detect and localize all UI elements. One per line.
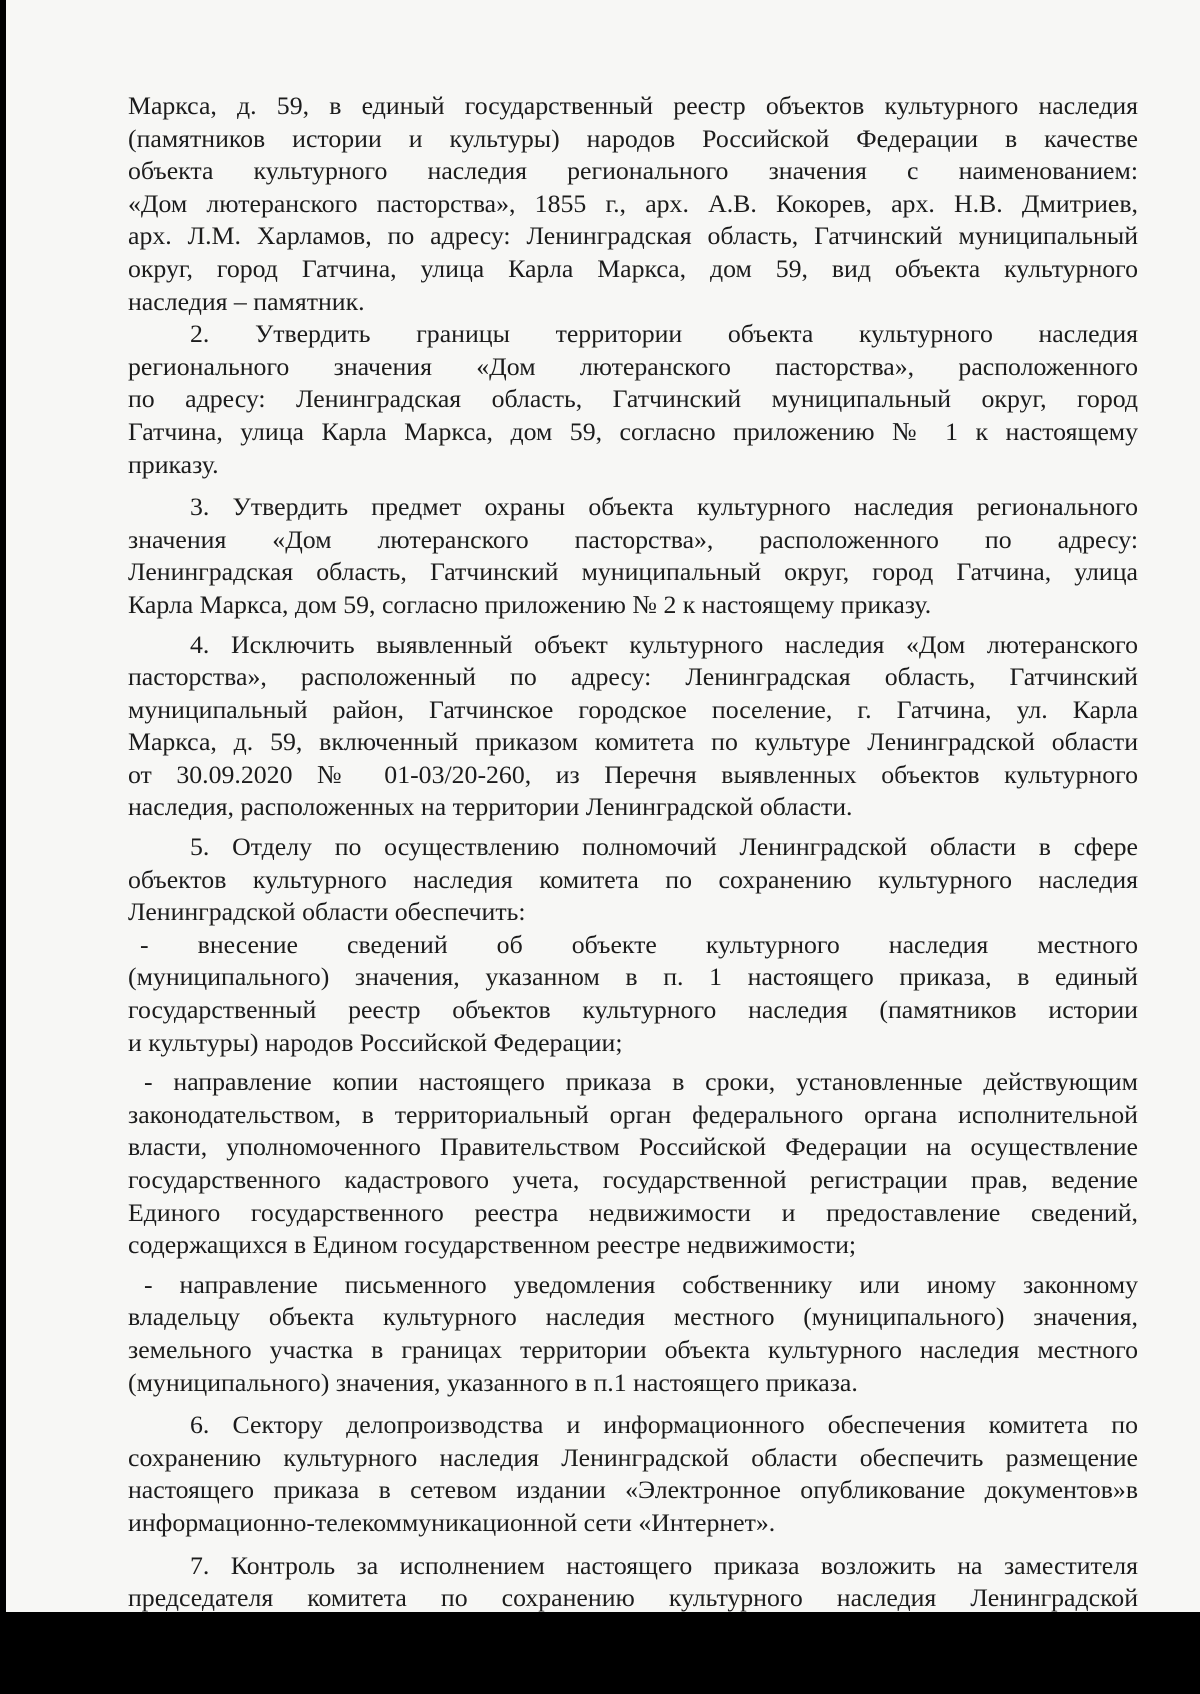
text-line: объектов культурного наследия комитета по сохранению культурного наследия [128,864,1138,894]
text-line: владельцу объекта культурного наследия местного (муниципального) значения, [128,1302,1138,1332]
bullet-3 [128,1269,1138,1399]
text-line: законодательством, в территориальный орган федерального органа исполнительной [128,1099,1138,1129]
text-line: Ленинградской области обеспечить: [128,897,526,927]
text-line: пасторства», расположенный по адресу: Ленинградская область, Гатчинский [128,662,1138,692]
text-line: (памятников истории и культуры) народов Российской Федерации в качестве [128,123,1138,153]
paragraph-7 [128,1550,1138,1612]
text-line: земельного участка в границах территории объекта культурного наследия местного [128,1334,1138,1364]
text-line: - внесение сведений об объекте культурного наследия местного [140,929,1138,959]
text-line: (муниципального) значения, указанного в п.1 настоящего приказа. [128,1367,858,1397]
text-line: - направление письменного уведомления собственнику или иному законному [144,1269,1138,1299]
text-line: 7. Контроль за исполнением настоящего приказа возложить на заместителя [190,1550,1138,1580]
text-line: от 30.09.2020 № 01-03/20-260, из Перечня выявленных объектов культурного [128,759,1138,789]
text-line: 5. Отделу по осуществлению полномочий Ленинградской области в сфере [190,832,1138,862]
text-line: председателя комитета по сохранению культурного наследия Ленинградской [128,1583,1138,1612]
text-line: государственного кадастрового учета, государственной регистрации прав, ведение [128,1165,1138,1194]
text-line: содержащихся в Едином государственном реестре недвижимости; [128,1230,857,1260]
text-line: наследия – памятник. [128,286,365,316]
document-body [128,90,1138,1612]
text-line: - направление копии настоящего приказа в сроки, установленные действующим [144,1067,1138,1097]
text-line: государственный реестр объектов культурного наследия (памятников истории [128,995,1138,1025]
text-line: 4. Исключить выявленный объект культурного наследия «Дом лютеранского [190,629,1138,659]
text-line: Ленинградская область, Гатчинский муниципальный округ, город Гатчина, улица [128,557,1138,587]
text-line: регионального значения «Дом лютеранского пасторства», расположенного [128,351,1138,381]
text-line: арх. Л.М. Харламов, по адресу: Ленинградская область, Гатчинский муниципальный [128,221,1138,251]
text-line: по адресу: Ленинградская область, Гатчинский муниципальный округ, город [128,384,1138,414]
document-page [6,0,1200,1612]
text-line: 2. Утвердить границы территории объекта культурного наследия [190,319,1138,349]
text-line: Единого государственного реестра недвижимости и предоставление сведений, [128,1197,1138,1227]
text-line: «Дом лютеранского пасторства», 1855 г., арх. А.В. Кокорев, арх. Н.В. Дмитриев, [128,188,1138,218]
text-line: настоящего приказа в сетевом издании «Электронное опубликование документов»в [128,1475,1138,1505]
text-line: Карла Маркса, дом 59, согласно приложению № 2 к настоящему приказу. [128,589,932,619]
paragraph-1-continuation [128,90,1138,318]
text-line: Маркса, д. 59, в единый государственный реестр объектов культурного наследия [128,91,1138,120]
text-line: Гатчина, улица Карла Маркса, дом 59, согласно приложению № 1 к настоящему [128,416,1138,446]
text-line: объекта культурного наследия регионального значения с наименованием: [128,156,1138,186]
paragraph-4 [128,629,1138,825]
bullet-2 [128,1066,1138,1262]
text-line: сохранению культурного наследия Ленинградской области обеспечить размещение [128,1442,1138,1472]
text-line: (муниципального) значения, указанном в п. 1 настоящего приказа, в единый [128,962,1138,992]
text-line: значения «Дом лютеранского пасторства», расположенного по адресу: [128,524,1138,554]
text-line: Маркса, д. 59, включенный приказом комитета по культуре Ленинградской области [128,727,1138,757]
text-line: наследия, расположенных на территории Ленинградской области. [128,792,853,822]
text-line: и культуры) народов Российской Федерации; [128,1027,623,1057]
paragraph-5 [128,831,1138,929]
text-line: власти, уполномоченного Правительством Российской Федерации на осуществление [128,1132,1138,1162]
paragraph-2 [128,318,1138,481]
scan-bottom-border [0,1612,1200,1694]
text-line: информационно-телекоммуникационной сети «Интернет». [128,1507,776,1537]
text-line: 3. Утвердить предмет охраны объекта культурного наследия регионального [190,492,1138,522]
text-line: приказу. [128,449,219,479]
paragraph-6 [128,1409,1138,1539]
text-line: 6. Сектору делопроизводства и информационного обеспечения комитета по [190,1410,1138,1440]
paragraph-3 [128,491,1138,621]
bullet-1 [128,929,1138,1059]
text-line: муниципальный район, Гатчинское городское поселение, г. Гатчина, ул. Карла [128,694,1138,724]
text-line: округ, город Гатчина, улица Карла Маркса, дом 59, вид объекта культурного [128,253,1138,283]
